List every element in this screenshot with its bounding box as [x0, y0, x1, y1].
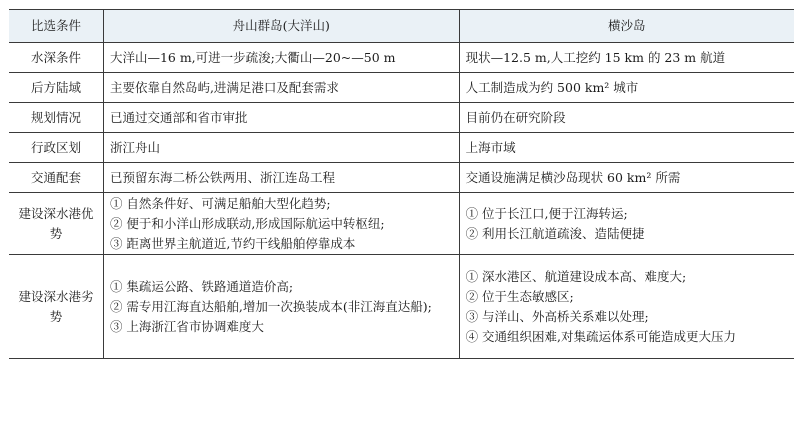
list-item: ③ 与洋山、外高桥关系难以处理;: [465, 308, 649, 324]
advantages-criterion: 建设深水港优势: [9, 193, 103, 255]
table-row: [9, 73, 794, 103]
table-row: [9, 43, 794, 73]
header-criterion: 比选条件: [9, 10, 103, 43]
row-hengsha-value: 上海市域: [459, 133, 794, 163]
list-item: ① 集疏运公路、铁路通道造价高;: [109, 278, 294, 294]
row-criterion: 水深条件: [9, 43, 103, 73]
list-item: ② 位于生态敏感区;: [465, 288, 574, 304]
table-row: [9, 133, 794, 163]
header-hengsha: 横沙岛: [459, 10, 794, 43]
list-item: ③ 距离世界主航道近,节约干线船舶停靠成本: [109, 235, 356, 251]
row-zhoushan-value: 大洋山—16 m,可进一步疏浚;大衢山—20~—50 m: [103, 43, 459, 73]
row-hengsha-value: 人工制造成为约 500 km² 城市: [459, 73, 794, 103]
row-hengsha-value: 现状—12.5 m,人工挖约 15 km 的 23 m 航道: [459, 43, 794, 73]
list-item: ② 利用长江航道疏浚、造陆便捷: [465, 225, 645, 241]
row-zhoushan-value: 已通过交通部和省市审批: [103, 103, 459, 133]
advantages-zhoushan-list: [103, 193, 459, 255]
row-hengsha-value: 交通设施满足横沙岛现状 60 km² 所需: [459, 163, 794, 193]
list-item: ① 深水港区、航道建设成本高、难度大;: [465, 268, 687, 284]
disadvantages-row: [9, 255, 794, 359]
list-item: ① 位于长江口,便于江海转运;: [465, 205, 628, 221]
row-zhoushan-value: 已预留东海二桥公铁两用、浙江连岛工程: [103, 163, 459, 193]
disadvantages-hengsha-list: [459, 255, 794, 359]
list-item: ④ 交通组织困难,对集疏运体系可能造成更大压力: [465, 328, 737, 344]
row-criterion: 规划情况: [9, 103, 103, 133]
advantages-row: [9, 193, 794, 255]
row-criterion: 交通配套: [9, 163, 103, 193]
advantages-hengsha-list: [459, 193, 794, 255]
list-item: ① 自然条件好、可满足船舶大型化趋势;: [109, 195, 331, 211]
row-criterion: 行政区划: [9, 133, 103, 163]
disadvantages-zhoushan-list: [103, 255, 459, 359]
row-hengsha-value: 目前仍在研究阶段: [459, 103, 794, 133]
comparison-table: [9, 9, 794, 359]
row-criterion: 后方陆域: [9, 73, 103, 103]
row-zhoushan-value: 主要依靠自然岛屿,进满足港口及配套需求: [103, 73, 459, 103]
row-zhoushan-value: 浙江舟山: [103, 133, 459, 163]
table-row: [9, 163, 794, 193]
disadvantages-criterion: 建设深水港劣势: [9, 255, 103, 359]
list-item: ② 需专用江海直达船舶,增加一次换装成本(非江海直达船);: [109, 298, 432, 314]
list-item: ② 便于和小洋山形成联动,形成国际航运中转枢纽;: [109, 215, 385, 231]
header-zhoushan: 舟山群岛(大洋山): [103, 10, 459, 43]
header-row: [9, 10, 794, 43]
list-item: ③ 上海浙江省市协调难度大: [109, 318, 264, 334]
table-row: [9, 103, 794, 133]
